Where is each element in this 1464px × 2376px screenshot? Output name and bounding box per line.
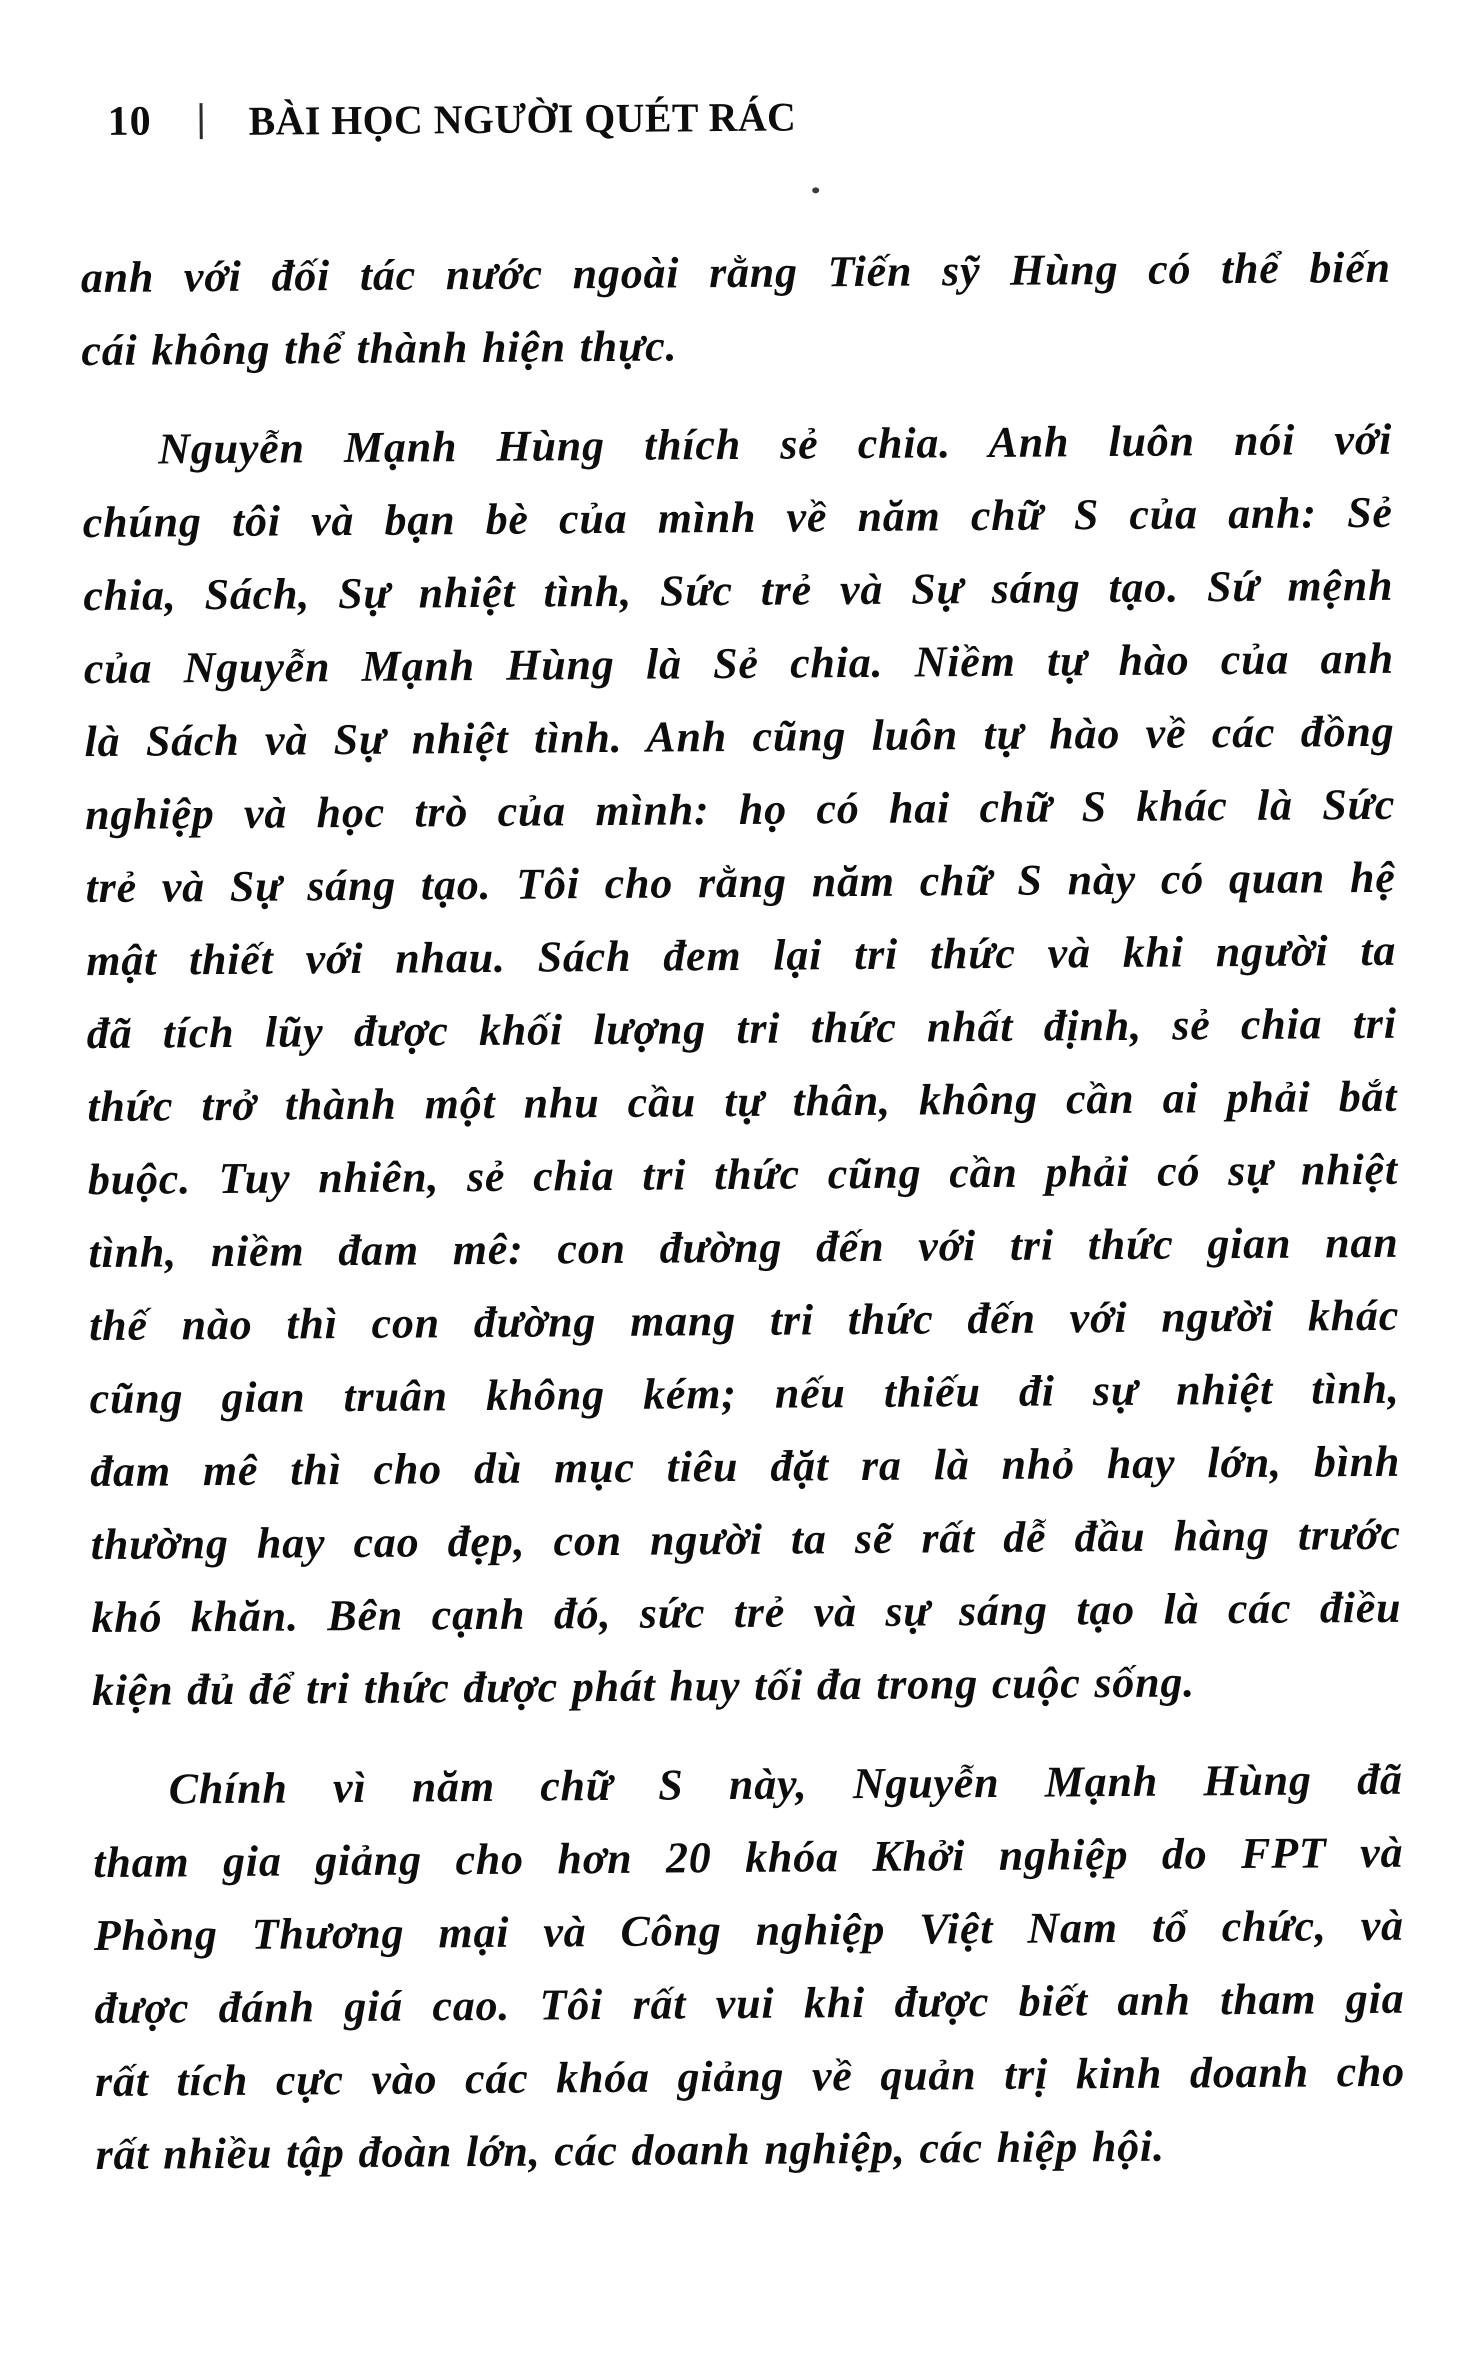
text-line: nghiệp và học trò của mình: họ có hai chữ S khác là Sức	[84, 779, 1396, 840]
text-line: cũng gian truân không kém; nếu thiếu đi sự nhiệt tình,	[89, 1363, 1400, 1424]
text-line: Phòng Thương mại và Công nghiệp Việt Nam tổ chức, và	[93, 1900, 1405, 1961]
header-divider-bar	[199, 103, 202, 139]
paragraph	[92, 1743, 1405, 2191]
text-line: thường hay cao đẹp, con người ta sẽ rất dễ đầu hàng trước	[90, 1509, 1401, 1570]
paragraph	[82, 403, 1402, 1727]
text-line: Nguyễn Mạnh Hùng thích sẻ chia. Anh luôn nói với	[158, 414, 1393, 474]
scanned-page	[0, 86, 1464, 2191]
text-line: Chính vì năm chữ S này, Nguyễn Mạnh Hùng đã	[168, 1754, 1403, 1814]
text-line: đam mê thì cho dù mục tiêu đặt ra là nhỏ hay lớn, bình	[90, 1436, 1401, 1497]
text-line: được đánh giá cao. Tôi rất vui khi được biết anh tham gia	[94, 1973, 1405, 2034]
text-line: chúng tôi và bạn bè của mình về năm chữ S của anh: Sẻ	[82, 487, 1393, 548]
text-line: chia, Sách, Sự nhiệt tình, Sức trẻ và Sự sáng tạo. Sứ mệnh	[83, 560, 1394, 621]
text-line: đã tích lũy được khối lượng tri thức nhất định, sẻ chia tri	[86, 998, 1397, 1059]
scan-speck-dot	[812, 187, 819, 193]
text-line: buộc. Tuy nhiên, sẻ chia tri thức cũng cần phải có sự nhiệt	[87, 1144, 1399, 1205]
page-number: 10	[107, 98, 152, 145]
text-line: trẻ và Sự sáng tạo. Tôi cho rằng năm chữ S này có quan hệ	[85, 852, 1396, 913]
text-line: mật thiết với nhau. Sách đem lại tri thức và khi người ta	[86, 925, 1397, 986]
running-header	[107, 86, 1457, 147]
text-line: rất nhiều tập đoàn lớn, các doanh nghiệp, các hiệp hội.	[95, 2121, 1165, 2180]
text-line: khó khăn. Bên cạnh đó, sức trẻ và sự sáng tạo là các điều	[91, 1582, 1402, 1643]
running-head-title: BÀI HỌC NGƯỜI QUÉT RÁC	[248, 93, 797, 144]
page-body	[0, 230, 1464, 2191]
text-line: kiện đủ để tri thức được phát huy tối đa trong cuộc sống.	[91, 1657, 1196, 1716]
text-line: tham gia giảng cho hơn 20 khóa Khởi nghiệp do FPT và	[93, 1827, 1404, 1888]
text-line: tình, niềm đam mê: con đường đến với tri thức gian nan	[88, 1217, 1399, 1278]
text-line: rất tích cực vào các khóa giảng về quản trị kinh doanh cho	[94, 2046, 1406, 2107]
text-line: của Nguyễn Mạnh Hùng là Sẻ chia. Niềm tự hào của anh	[83, 633, 1395, 694]
paragraph	[81, 231, 1392, 387]
text-line: anh với đối tác nước ngoài rằng Tiến sỹ Hùng có thể biến	[80, 242, 1392, 303]
text-line: là Sách và Sự nhiệt tình. Anh cũng luôn tự hào về các đồng	[84, 706, 1395, 767]
text-line: thức trở thành một nhu cầu tự thân, không cần ai phải bắt	[87, 1071, 1398, 1132]
text-line: cái không thể thành hiện thực.	[81, 321, 678, 376]
text-line: thế nào thì con đường mang tri thức đến với người khác	[88, 1290, 1400, 1351]
